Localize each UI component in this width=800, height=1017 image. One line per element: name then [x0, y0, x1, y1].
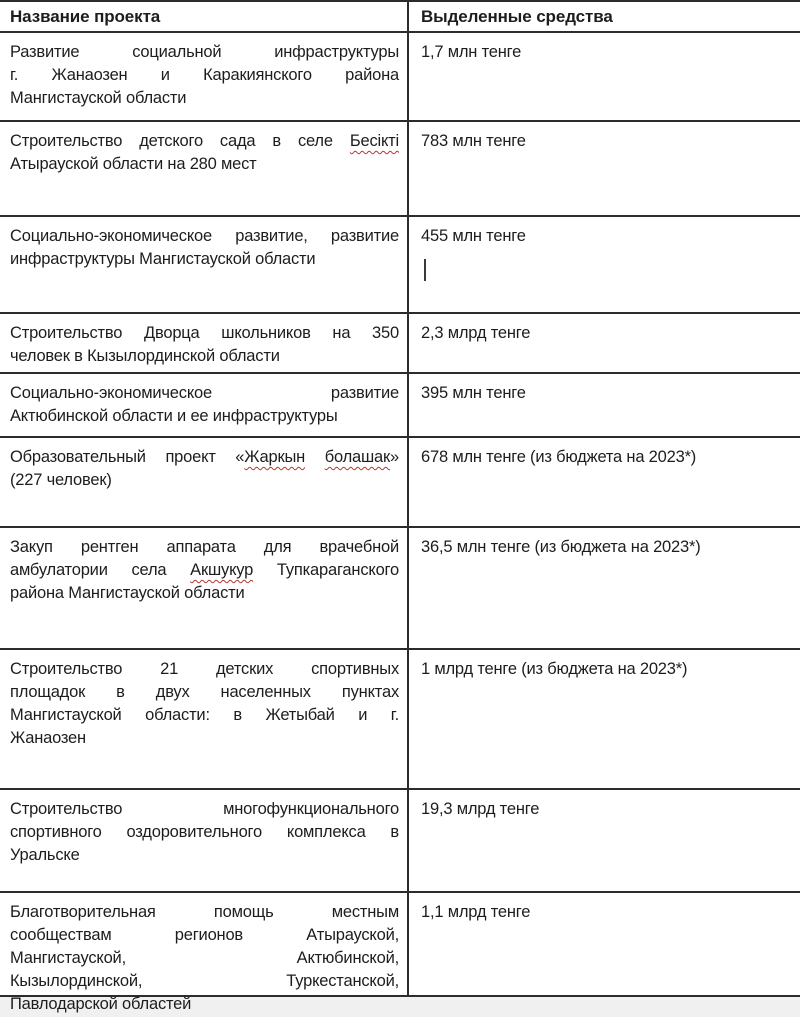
- project-text-line: [10, 322, 399, 345]
- project-text-line: [10, 41, 399, 64]
- text-segment: [305, 448, 325, 466]
- text-segment: Жанаозен: [10, 729, 86, 747]
- text-segment: площадок в двух населенных пунктах: [10, 683, 399, 701]
- amount-cell[interactable]: [409, 217, 800, 312]
- text-segment: Благотворительная помощь местным: [10, 903, 399, 921]
- project-text-line: [10, 536, 399, 559]
- amount-value: 1 млрд тенге (из бюджета на 2023*): [421, 660, 688, 678]
- text-segment: Павлодарской областей: [10, 995, 192, 1013]
- header-allocated-funds: Выделенные средства: [421, 7, 613, 26]
- project-text-line: [10, 681, 399, 704]
- table-row: [0, 314, 800, 374]
- text-segment: сообществам регионов Атырауской,: [10, 926, 399, 944]
- project-text-line: [10, 798, 399, 821]
- text-segment: Атырауской области на 280 мест: [10, 155, 257, 173]
- text-segment: Развитие социальной инфраструктуры: [10, 43, 399, 61]
- project-text-line: [10, 559, 399, 582]
- project-text-line: [10, 446, 399, 469]
- text-segment: »: [390, 448, 399, 466]
- project-cell[interactable]: [0, 314, 409, 372]
- project-text-line: [10, 64, 399, 87]
- project-text-line: [10, 153, 399, 176]
- table-row: [0, 217, 800, 314]
- amount-cell[interactable]: [409, 314, 800, 372]
- project-cell[interactable]: [0, 528, 409, 648]
- project-text-line: [10, 924, 399, 947]
- project-cell[interactable]: [0, 33, 409, 120]
- text-segment: спортивного оздоровительного комплекса в: [10, 823, 399, 841]
- text-segment: Актюбинской области и ее инфраструктуры: [10, 407, 338, 425]
- text-segment: Мангистауской области: в Жетыбай и г.: [10, 706, 399, 724]
- project-cell[interactable]: [0, 893, 409, 1013]
- amount-cell[interactable]: [409, 122, 800, 215]
- amount-value: 1,7 млн тенге: [421, 43, 522, 61]
- text-segment: человек в Кызылординской области: [10, 347, 280, 365]
- amount-cell[interactable]: [409, 893, 800, 995]
- table-row: [0, 438, 800, 528]
- project-text-line: [10, 844, 399, 867]
- project-text-line: [10, 345, 399, 368]
- project-cell[interactable]: [0, 374, 409, 436]
- amount-value: 2,3 млрд тенге: [421, 324, 531, 342]
- amount-value: 455 млн тенге: [421, 227, 526, 245]
- text-segment: Социально-экономическое развитие: [10, 384, 399, 402]
- project-text-line: [10, 582, 399, 605]
- project-text-line: [10, 901, 399, 924]
- amount-value: 36,5 млн тенге (из бюджета на 2023*): [421, 538, 701, 556]
- project-text-line: [10, 469, 399, 492]
- amount-value: 1,1 млрд тенге: [421, 903, 531, 921]
- misspelled-word: болашак: [324, 448, 391, 466]
- text-cursor: [424, 259, 426, 281]
- table-row: [0, 650, 800, 790]
- amount-cell[interactable]: [409, 650, 800, 788]
- project-cell[interactable]: [0, 438, 409, 526]
- project-cell[interactable]: [0, 650, 409, 788]
- table-row: [0, 790, 800, 893]
- table-row: [0, 528, 800, 650]
- table-row: [0, 33, 800, 122]
- text-segment: Уральске: [10, 846, 80, 864]
- text-segment: амбулатории села: [10, 561, 191, 579]
- project-text-line: [10, 947, 399, 970]
- text-segment: Мангистауской области: [10, 89, 187, 107]
- table-header-row: [0, 2, 800, 33]
- project-text-line: [10, 658, 399, 681]
- text-segment: Кызылординской, Туркестанской,: [10, 972, 399, 990]
- amount-cell[interactable]: [409, 438, 800, 526]
- table-row: [0, 122, 800, 217]
- project-text-line: [10, 225, 399, 248]
- project-text-line: [10, 993, 399, 1016]
- text-segment: Тупкараганского: [253, 561, 399, 579]
- project-text-line: [10, 405, 399, 428]
- text-segment: Образовательный проект «: [10, 448, 245, 466]
- text-segment: (227 человек): [10, 471, 112, 489]
- project-text-line: [10, 970, 399, 993]
- amount-cell[interactable]: [409, 790, 800, 891]
- text-segment: Мангистауской, Актюбинской,: [10, 949, 399, 967]
- misspelled-word: Бесікті: [349, 132, 399, 150]
- misspelled-word: Жаркын: [244, 448, 306, 466]
- table-row: [0, 374, 800, 438]
- amount-cell[interactable]: [409, 33, 800, 120]
- project-text-line: [10, 382, 399, 405]
- amount-value: 395 млн тенге: [421, 384, 526, 402]
- project-text-line: [10, 727, 399, 750]
- project-text-line: [10, 821, 399, 844]
- project-text-line: [10, 87, 399, 110]
- table-row: [0, 893, 800, 1013]
- text-segment: Строительство Дворца школьников на 350: [10, 324, 399, 342]
- amount-value: 783 млн тенге: [421, 132, 526, 150]
- text-segment: Социально-экономическое развитие, развитие: [10, 227, 399, 245]
- project-cell[interactable]: [0, 790, 409, 891]
- text-segment: Закуп рентген аппарата для врачебной: [10, 538, 399, 556]
- project-cell[interactable]: [0, 217, 409, 312]
- project-text-line: [10, 704, 399, 727]
- amount-value: 678 млн тенге (из бюджета на 2023*): [421, 448, 697, 466]
- text-segment: Строительство многофункционального: [10, 800, 399, 818]
- amount-value: 19,3 млрд тенге: [421, 800, 540, 818]
- text-segment: г. Жанаозен и Каракиянского района: [10, 66, 399, 84]
- project-text-line: [10, 130, 399, 153]
- amount-cell[interactable]: [409, 528, 800, 648]
- header-project-name: Название проекта: [0, 2, 409, 31]
- misspelled-word: Акшукур: [190, 561, 254, 579]
- project-cell[interactable]: [0, 122, 409, 215]
- amount-cell[interactable]: [409, 374, 800, 436]
- text-segment: инфраструктуры Мангистауской области: [10, 250, 316, 268]
- text-segment: района Мангистауской области: [10, 584, 245, 602]
- project-text-line: [10, 248, 399, 271]
- text-segment: Строительство детского сада в селе: [10, 132, 350, 150]
- text-segment: Строительство 21 детских спортивных: [10, 660, 399, 678]
